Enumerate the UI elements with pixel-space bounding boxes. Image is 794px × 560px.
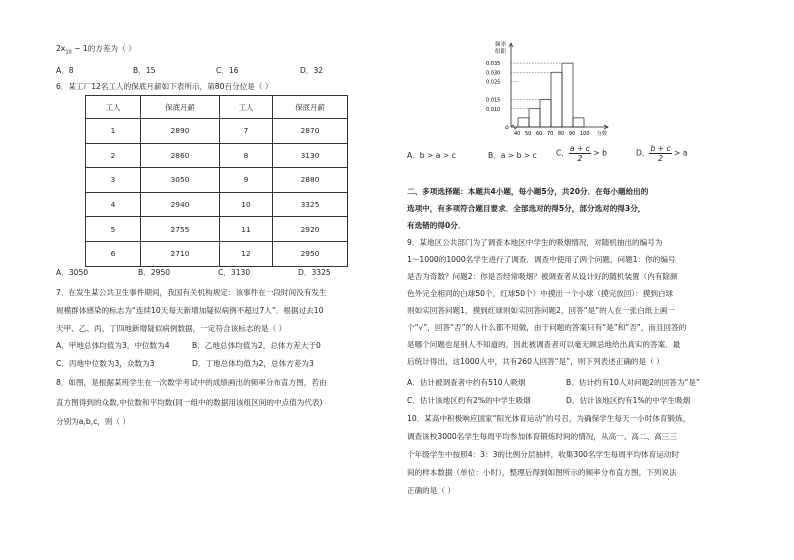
table-cell: 10 bbox=[220, 192, 273, 217]
q9-line: 1～1000的1000名学生进行了调查．调查中使用了两个问题，问题1：你的编号 bbox=[407, 255, 676, 264]
q8-option-a[interactable]: A．b > a > c bbox=[407, 151, 456, 160]
table-cell: 3050 bbox=[141, 168, 220, 193]
histogram-bar bbox=[551, 72, 562, 127]
q9-option-d[interactable]: D．估计该地区约有1%的中学生吸烟 bbox=[566, 396, 691, 405]
table-row bbox=[86, 119, 348, 144]
table-header: 保底月薪 bbox=[141, 96, 220, 119]
table-row bbox=[86, 168, 348, 193]
table-cell: 3325 bbox=[273, 192, 348, 217]
table-header: 工人 bbox=[86, 96, 141, 119]
q10-line: 调查该校3000名学生每周平均参加体育锻炼时间的情况，从高一、高二、高三三 bbox=[407, 432, 677, 441]
y-tick-label: 0.030 bbox=[486, 70, 501, 77]
q9-line: 是否为奇数？问题2：你是否经常吸烟？被调查者从设计好的随机装置（内有除颜 bbox=[407, 272, 678, 281]
table-cell: 6 bbox=[86, 241, 141, 266]
table-cell: 2 bbox=[86, 143, 141, 168]
q8-option-b[interactable]: B．a > b > c bbox=[488, 151, 537, 160]
table-cell: 2755 bbox=[141, 217, 220, 242]
frequency-histogram bbox=[484, 36, 624, 144]
table-cell: 12 bbox=[220, 241, 273, 266]
q6-stem: 6．某工厂12名工人的保底月薪如下表所示，第80百分位是（ ） bbox=[56, 82, 273, 91]
table-cell: 7 bbox=[220, 119, 273, 144]
q8-line: 直方图得到的众数,中位数和平均数(同一组中的数据用该组区间的中点值为代表) bbox=[56, 398, 323, 407]
q6-option-d[interactable]: D．3325 bbox=[298, 268, 331, 277]
table-cell: 8 bbox=[220, 143, 273, 168]
table-cell: 2950 bbox=[273, 241, 348, 266]
section2-line: 有选错的得0分． bbox=[407, 221, 466, 230]
table-cell: 2710 bbox=[141, 241, 220, 266]
q6-option-a[interactable]: A．3050 bbox=[56, 268, 89, 277]
table-cell: 2860 bbox=[141, 143, 220, 168]
table-cell: 3 bbox=[86, 168, 141, 193]
y-tick-label: 0.025 bbox=[486, 79, 501, 86]
table-cell: 4 bbox=[86, 192, 141, 217]
q9-option-b[interactable]: B．估计约有10人对问题2的回答为“是” bbox=[566, 378, 700, 387]
q10-line: 10．某高中积极响应国家“阳光体育运动”的号召，为确保学生每天一小时体育锻炼， bbox=[407, 414, 691, 423]
section2-line: 二、多项选择题：本题共4小题，每小题5分，共20分．在每小题给出的 bbox=[407, 187, 649, 196]
q5-option-c[interactable]: C．16 bbox=[216, 66, 239, 75]
x-tick-label: 100 bbox=[580, 131, 590, 137]
table-cell: 2940 bbox=[141, 192, 220, 217]
q5-expr: $2x_{10} - 1$ bbox=[56, 44, 88, 56]
table-cell: 2890 bbox=[141, 119, 220, 144]
q9-line: 则如实回答问题1，摸到红球则如实回答问题2，回答“是”的人在一张白纸上画一 bbox=[407, 306, 676, 315]
table-row bbox=[86, 192, 348, 217]
q5-option-a[interactable]: A．8 bbox=[56, 66, 74, 75]
table-header-row bbox=[86, 96, 348, 119]
q5-option-d[interactable]: D．32 bbox=[300, 66, 324, 75]
table-header: 保底月薪 bbox=[273, 96, 348, 119]
x-tick-label: 80 bbox=[558, 131, 565, 137]
table-cell: 11 bbox=[220, 217, 273, 242]
q9-line: 是哪个问题也是别人不知道的，因此被调查者可以毫无顾忌地给出真实的答案．最 bbox=[407, 340, 681, 349]
salary-table bbox=[85, 95, 348, 267]
section2-line: 选项中，有多项符合题目要求．全部选对的得5分，部分选对的得3分， bbox=[407, 204, 646, 213]
histogram-bar bbox=[573, 118, 584, 127]
q9-line: 后统计得出，这1000人中，共有260人回答“是”，则下列表述正确的是（ ） bbox=[407, 357, 664, 366]
q7-option-a[interactable]: A．甲地总体均值为3，中位数为4 bbox=[56, 341, 170, 350]
y-tick-label: 0.035 bbox=[486, 61, 501, 68]
x-axis-label: 分数 bbox=[597, 131, 608, 137]
y-tick-label: 0.015 bbox=[486, 97, 501, 104]
q7-line: 7．在发生某公共卫生事件期间，我国有关机构规定：该事件在一段时间没有发生 bbox=[56, 288, 327, 297]
table-cell: 5 bbox=[86, 217, 141, 242]
q9-line: 个“√”，回答“否”的人什么都不用做，由于问题的答案只有“是”和“否”，而且回答的 bbox=[407, 323, 687, 332]
q8-line: 8．如图，是根据某班学生在一次数学考试中的成绩画出的频率分布直方图，若由 bbox=[56, 378, 327, 387]
q8-option-d[interactable]: D． $\frac{b + c}{2}$ > a bbox=[636, 144, 688, 164]
table-cell: 9 bbox=[220, 168, 273, 193]
table-cell: 1 bbox=[86, 119, 141, 144]
q9-line: 色外完全相同的白球50个，红球50个）中摸出一个小球（摸完放回）：摸到白球 bbox=[407, 289, 674, 298]
x-tick-label: 50 bbox=[525, 131, 532, 137]
histogram-bar bbox=[529, 109, 540, 127]
y-tick-label: 0.010 bbox=[486, 106, 501, 113]
table-header: 工人 bbox=[220, 96, 273, 119]
histogram-bar bbox=[562, 63, 573, 127]
y-axis-label-top: 频率 bbox=[495, 42, 507, 48]
q7-option-d[interactable]: D．丁地总体均值为2，总体方差为3 bbox=[192, 359, 314, 368]
q10-line: 正确的是（ ） bbox=[407, 486, 455, 495]
histogram-bar bbox=[518, 118, 529, 127]
q5-option-b[interactable]: B．15 bbox=[133, 66, 156, 75]
q7-line: 天甲、乙、丙、丁四地新增疑似病例数据，一定符合该标志的是（ ） bbox=[56, 324, 287, 333]
q6-option-c[interactable]: C．3130 bbox=[218, 268, 251, 277]
q7-option-b[interactable]: B．乙地总体均值为2，总体方差大于0 bbox=[192, 341, 321, 350]
q7-option-c[interactable]: C．丙地中位数为3，众数为3 bbox=[56, 359, 155, 368]
x-tick-label: 90 bbox=[569, 131, 576, 137]
x-tick-label: 60 bbox=[536, 131, 543, 137]
x-tick-label: 70 bbox=[547, 131, 554, 137]
table-row bbox=[86, 241, 348, 266]
q9-option-a[interactable]: A．估计被调查者中约有510人吸烟 bbox=[407, 378, 526, 387]
q8-line: 分别为a,b,c，则（ ） bbox=[56, 417, 131, 426]
histogram-bar bbox=[540, 100, 551, 127]
q10-line: 个年级学生中按照4：3：3的比例分层抽样，收集300名学生每周平均体育运动时 bbox=[407, 450, 679, 459]
table-cell: 3130 bbox=[273, 143, 348, 168]
x-tick-label: 40 bbox=[514, 131, 521, 137]
q9-line: 9．某地区公共部门为了调查本地区中学生的吸烟情况，对随机抽出的编号为 bbox=[407, 238, 663, 247]
q7-line: 规模群体感染的标志为“连续10天每天新增加疑似病例不超过7人”．根据过去10 bbox=[56, 306, 324, 315]
table-row bbox=[86, 217, 348, 242]
table-cell: 2870 bbox=[273, 119, 348, 144]
table-row bbox=[86, 143, 348, 168]
table-cell: 2880 bbox=[273, 168, 348, 193]
q6-option-b[interactable]: B．2950 bbox=[138, 268, 171, 277]
q5-tail: $2x_{10} - 1$的方差为（ ） bbox=[56, 44, 136, 56]
y-axis-label-bottom: 组距 bbox=[495, 49, 507, 55]
origin-label: o bbox=[505, 124, 509, 131]
q8-option-c[interactable]: C． $\frac{a + c}{2}$ > b bbox=[556, 144, 607, 164]
q9-option-c[interactable]: C．估计该地区约有2%的中学生吸烟 bbox=[407, 396, 531, 405]
q10-line: 间的样本数据（单位：小时），整理后得到如图所示的频率分布直方图，下列说法 bbox=[407, 468, 677, 477]
table-cell: 2920 bbox=[273, 217, 348, 242]
